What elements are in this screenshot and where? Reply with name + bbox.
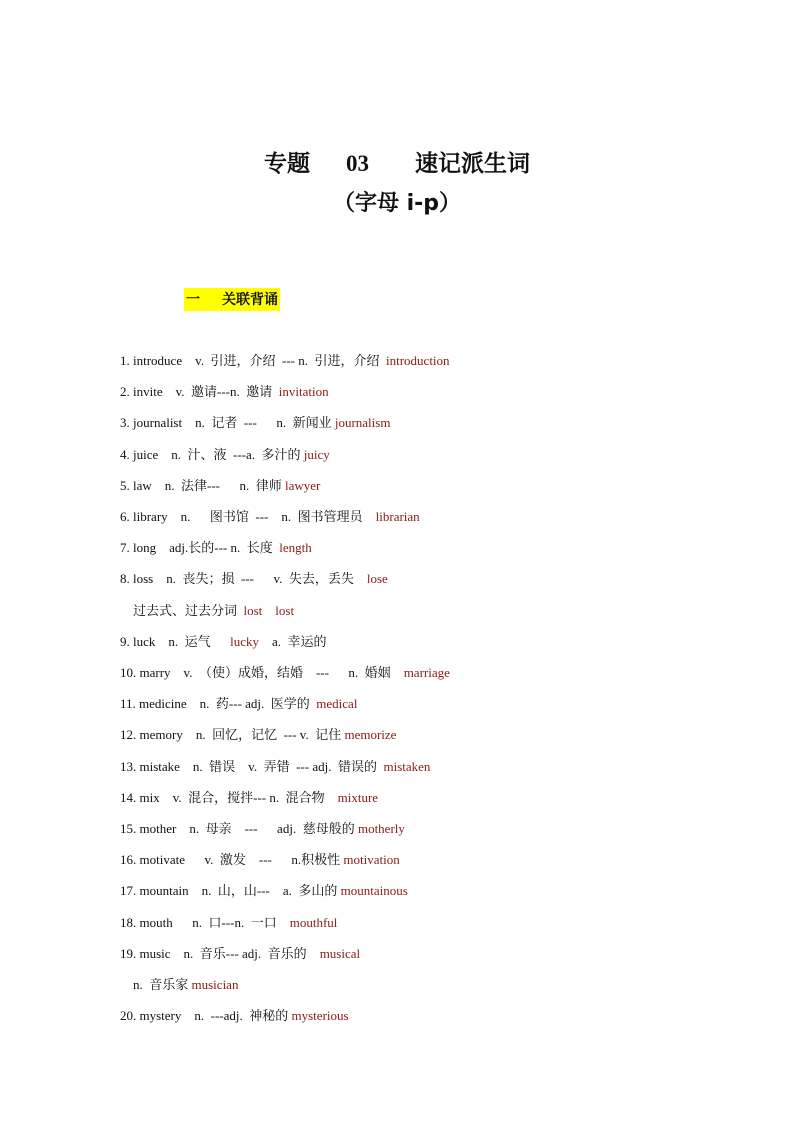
vocab-row	[120, 1008, 349, 1024]
vocab-row	[120, 790, 378, 806]
vocab-row	[120, 852, 400, 868]
vocab-text: 5. law n. 法律--- n. 律师	[120, 478, 286, 493]
vocab-text: 7. long adj.长的--- n. 长度	[120, 540, 280, 555]
section-heading	[184, 288, 280, 311]
vocab-row	[120, 571, 388, 587]
vocab-text: n. 音乐家	[133, 977, 192, 992]
vocab-text: 18. mouth n. 口---n. 一口	[120, 915, 290, 930]
vocab-row	[120, 478, 320, 494]
page-subtitle: （字母 i-p）	[332, 191, 462, 216]
vocab-row	[120, 634, 327, 650]
vocab-text: 13. mistake n. 错误 v. 弄错 --- adj. 错误的	[120, 759, 384, 774]
derived-word: mistaken	[383, 759, 431, 774]
vocab-row	[120, 353, 450, 369]
vocab-text: 16. motivate v. 激发 --- n.积极性	[120, 852, 344, 867]
section-number: 一	[186, 292, 200, 308]
derived-word: introduction	[386, 353, 450, 368]
vocab-text: 4. juice n. 汁、液 ---a. 多汁的	[120, 447, 304, 462]
vocab-row	[120, 727, 396, 743]
vocab-text: 17. mountain n. 山，山--- a. 多山的	[120, 883, 341, 898]
section-label: 关联背诵	[222, 292, 278, 308]
vocab-text: 12. memory n. 回忆，记忆 --- v. 记住	[120, 727, 345, 742]
derived-word: musician	[191, 977, 239, 992]
title-number: 03	[346, 151, 369, 176]
derived-word: memorize	[344, 727, 397, 742]
vocab-row	[120, 447, 330, 463]
vocab-text: 1. introduce v. 引进，介绍 --- n. 引进，介绍	[120, 353, 386, 368]
vocab-text: 10. marry v. （使）成婚，结婚 --- n. 婚姻	[120, 665, 404, 680]
derived-word: journalism	[334, 415, 391, 430]
vocab-row	[120, 946, 360, 962]
derived-word: motherly	[357, 821, 405, 836]
vocab-text: 15. mother n. 母亲 --- adj. 慈母般的	[120, 821, 358, 836]
vocab-text: 8. loss n. 丧失；损 --- v. 失去，丢失	[120, 571, 367, 586]
vocab-row	[120, 415, 390, 431]
vocab-row	[120, 509, 420, 525]
vocab-text: 过去式、过去分词	[133, 603, 244, 618]
derived-word: invitation	[278, 384, 329, 399]
vocab-row	[120, 883, 408, 899]
vocab-row	[120, 384, 329, 400]
title-topic: 专题	[264, 151, 310, 177]
vocab-row	[120, 821, 405, 837]
derived-word: mixture	[337, 790, 379, 805]
vocab-text: 6. library n. 图书馆 --- n. 图书管理员	[120, 509, 376, 524]
vocab-row	[120, 759, 430, 775]
derived-word: lost lost	[243, 603, 295, 618]
derived-word: librarian	[375, 509, 420, 524]
derived-word: lose	[366, 571, 388, 586]
derived-word: lawyer	[285, 478, 321, 493]
title-name: 速记派生词	[415, 151, 530, 177]
vocab-row	[133, 977, 238, 993]
derived-word: lucky	[230, 634, 260, 649]
page-title	[0, 145, 794, 178]
derived-word: medical	[316, 696, 358, 711]
derived-word: motivation	[343, 852, 400, 867]
vocab-text: 14. mix v. 混合，搅拌--- n. 混合物	[120, 790, 338, 805]
derived-word: musical	[319, 946, 361, 961]
vocab-text: 20. mystery n. ---adj. 神秘的	[120, 1008, 292, 1023]
vocab-row	[120, 696, 357, 712]
vocab-row	[133, 603, 294, 619]
derived-word: juicy	[303, 447, 330, 462]
vocab-text: 11. medicine n. 药--- adj. 医学的	[120, 696, 317, 711]
vocab-text: 19. music n. 音乐--- adj. 音乐的	[120, 946, 320, 961]
vocab-text: 9. luck n. 运气	[120, 634, 231, 649]
vocab-row	[120, 540, 312, 556]
vocab-row	[120, 665, 450, 681]
derived-word: length	[279, 540, 312, 555]
derived-word: marriage	[403, 665, 450, 680]
vocab-meaning: a. 幸运的	[259, 634, 327, 649]
vocab-text: 2. invite v. 邀请---n. 邀请	[120, 384, 279, 399]
derived-word: mysterious	[291, 1008, 349, 1023]
vocab-row	[120, 915, 337, 931]
vocab-text: 3. journalist n. 记者 --- n. 新闻业	[120, 415, 335, 430]
derived-word: mountainous	[340, 883, 408, 898]
derived-word: mouthful	[289, 915, 338, 930]
